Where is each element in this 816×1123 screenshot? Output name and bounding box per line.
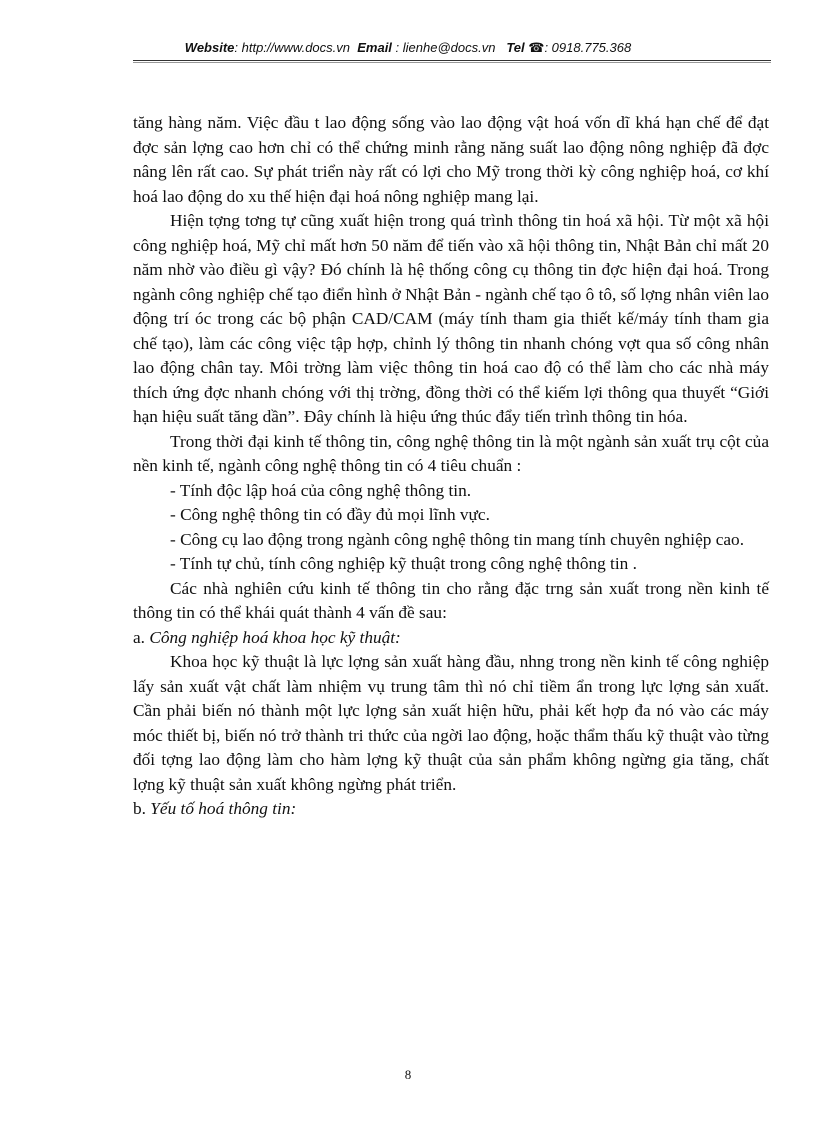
website-value: : http://www.docs.vn	[234, 40, 350, 55]
section-heading-a	[133, 626, 769, 651]
paragraph: Các nhà nghiên cứu kinh tế thông tin cho rằng đặc trng sản xuất trong nền kinh tế thông tin có thể khái quát thành 4 vấn đề sau:	[133, 578, 769, 622]
paragraph: Khoa học kỹ thuật là lực lợng sản xuất hàng đầu, nhng trong nền kinh tế công nghiệp lấy sản xuất vật chất làm nhiệm vụ trung tâm thì nó chỉ tiềm ẩn trong lực lợng sản xuất. Cần phải biến nó thành một lực lợng sản xuất hiện hữu, phải kết hợp đa nó vào các máy móc thiết bị, biến nó trở thành tri thức của ngời lao động, hoặc thẩm thấu kỹ thuật vào từng đối tợng lao động làm cho hàm lợng kỹ thuật của sản phẩm không ngừng gia tăng, chất lợng kỹ thuật sản xuất không ngừng phát triển.	[133, 652, 769, 794]
email-label: Email	[357, 40, 392, 55]
section-heading-b	[133, 797, 769, 822]
website-label: Website	[184, 40, 235, 55]
bullet-item: - Công cụ lao động trong ngành công nghệ thông tin mang tính chuyên nghiệp cao.	[170, 529, 745, 549]
heading-title: Yếu tố hoá thông tin:	[150, 799, 297, 818]
bullet-item: - Tính tự chủ, tính công nghiệp kỹ thuật trong công nghệ thông tin .	[170, 554, 637, 573]
email-value: : lienhe@docs.vn	[395, 40, 496, 55]
heading-prefix: b.	[133, 799, 151, 818]
page-number: 8	[404, 1067, 412, 1082]
header-divider	[133, 60, 771, 61]
paragraph: Hiện tợng tơng tự cũng xuất hiện trong quá trình thông tin hoá xã hội. Từ một xã hội công nghiệp hoá, Mỹ chỉ mất hơn 50 năm để tiến vào xã hội thông tin, Nhật Bản chỉ mất 20 năm nhờ vào điều gì vậy? Đó chính là hệ thống công cụ thông tin đợc hiện đại hoá. Trong ngành công nghiệp chế tạo điển hình ở Nhật Bản - ngành chế tạo ô tô, số lợng nhân viên lao động trí óc trong các bộ phận CAD/CAM (máy tính tham gia thiết kế/máy tính tham gia chế tạo), làm các công việc tập hợp, chỉnh lý thông tin nhanh chóng vợt qua số công nhân lao động chân tay. Môi trờng làm việc thông tin hoá cao độ có thể làm cho các nhà máy thích ứng đợc nhanh chóng với thị trờng, đồng thời có thể kiếm lợi thông qua thuyết “Giới hạn hiệu suất tăng dần”. Đây chính là hiệu ứng thúc đẩy tiến trình thông tin hóa.	[133, 211, 769, 426]
paragraph: tăng hàng năm. Việc đầu t lao động sống vào lao động vật hoá vốn dĩ khá hạn chế để đạt đợc sản lợng cao hơn chỉ có thể chứng minh rằng năng suất lao động nông nghiệp đã đợc nâng lên rất cao. Sự phát triển này rất có lợi cho Mỹ trong thời kỳ công nghiệp hoá, cơ khí hoá lao động do xu thế hiện đại hoá nông nghiệp mang lại.	[133, 113, 769, 206]
paragraph: Trong thời đại kinh tế thông tin, công nghệ thông tin là một ngành sản xuất trụ cột của nền kinh tế, ngành công nghệ thông tin có 4 tiêu chuẩn :	[133, 431, 769, 475]
page-header	[0, 40, 816, 56]
phone-icon: ☎	[528, 40, 545, 55]
tel-value: : 0918.775.368	[544, 40, 632, 55]
document-body	[133, 111, 769, 822]
tel-label: Tel	[506, 40, 525, 55]
heading-title: Công nghiệp hoá khoa học kỹ thuật:	[149, 627, 401, 647]
heading-prefix: a.	[133, 627, 150, 647]
bullet-item: - Tính độc lập hoá của công nghệ thông tin.	[170, 480, 472, 500]
bullet-item: - Công nghệ thông tin có đầy đủ mọi lĩnh vực.	[170, 505, 490, 524]
header-divider-secondary	[133, 62, 771, 63]
